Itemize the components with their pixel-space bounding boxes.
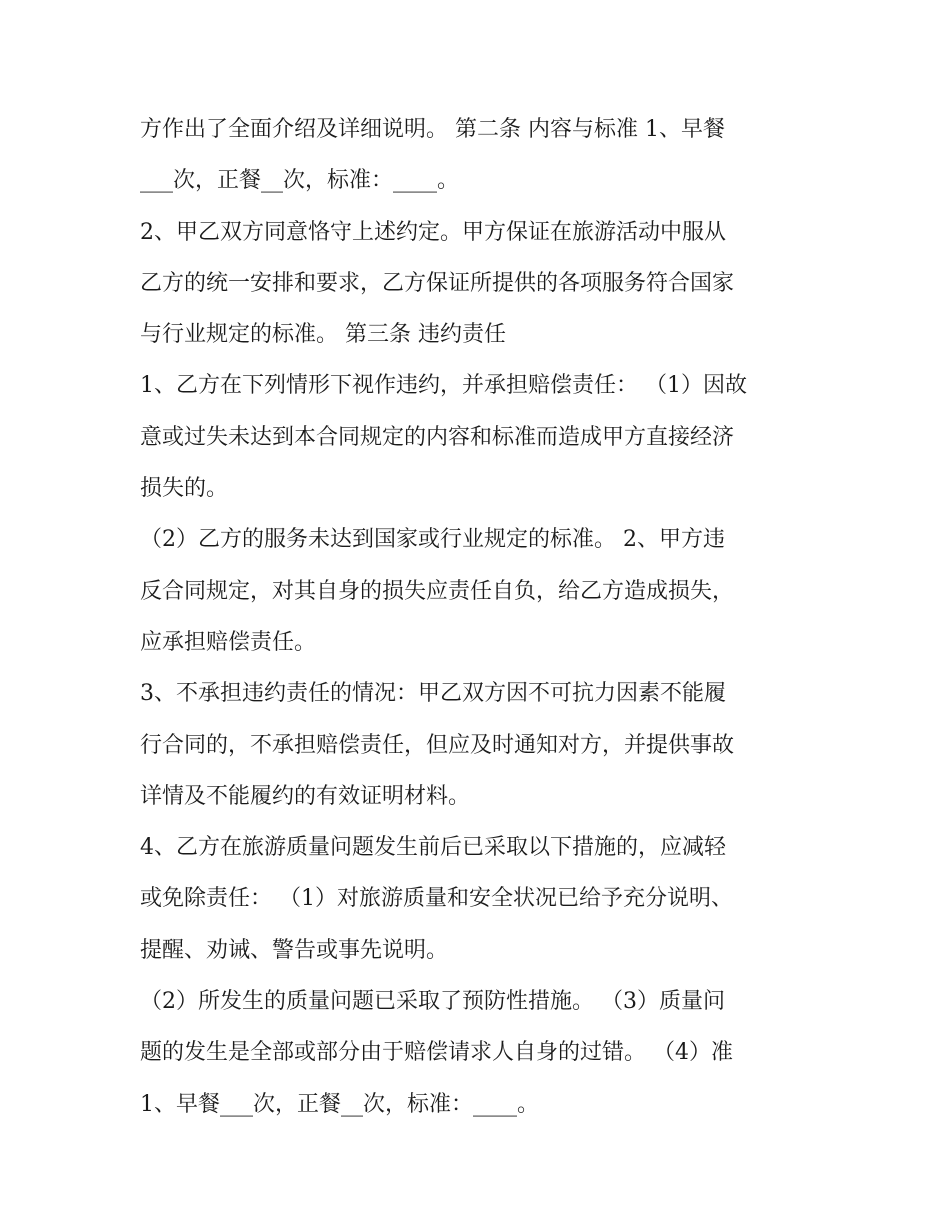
- text-line: 3、不承担违约责任的情况：甲乙双方因不可抗力因素不能履: [140, 681, 726, 707]
- text-line: （2）乙方的服务未达到国家或行业规定的标准。 2、甲方违: [140, 527, 725, 553]
- text-line: 详情及不能履约的有效证明材料。: [140, 783, 471, 809]
- text-line: 反合同规定，对其自身的损失应责任自负，给乙方造成损失，: [140, 578, 735, 604]
- text-line: 或免除责任： （1）对旅游质量和安全状况已给予充分说明、: [140, 886, 733, 912]
- text-line: ___次，正餐__次，标准：____。: [140, 168, 460, 194]
- text-line: （2）所发生的质量问题已采取了预防性措施。 （3）质量问: [140, 989, 725, 1015]
- text-line: 1、乙方在下列情形下视作违约，并承担赔偿责任： （1）因故: [140, 373, 747, 399]
- text-line: 提醒、劝诫、警告或事先说明。: [140, 937, 449, 963]
- document-body: [140, 104, 820, 1130]
- text-line: 4、乙方在旅游质量问题发生前后已采取以下措施的，应减轻: [140, 835, 726, 861]
- text-line: 损失的。: [140, 476, 229, 502]
- text-line: 1、早餐___次，正餐__次，标准：____。: [140, 1091, 539, 1117]
- text-line: 行合同的，不承担赔偿责任，但应及时通知对方，并提供事故: [140, 732, 735, 758]
- text-line: 意或过失未达到本合同规定的内容和标准而造成甲方直接经济: [140, 424, 735, 450]
- text-line: 题的发生是全部或部分由于赔偿请求人自身的过错。 （4）准: [140, 1040, 733, 1066]
- text-line: 乙方的统一安排和要求，乙方保证所提供的各项服务符合国家: [140, 270, 735, 296]
- text-line: 与行业规定的标准。 第三条 违约责任: [140, 322, 506, 348]
- text-line: 方作出了全面介绍及详细说明。 第二条 内容与标准 1、早餐: [140, 117, 725, 142]
- text-line: 应承担赔偿责任。: [140, 629, 317, 655]
- text-line: 2、甲乙双方同意恪守上述约定。甲方保证在旅游活动中服从: [140, 219, 726, 245]
